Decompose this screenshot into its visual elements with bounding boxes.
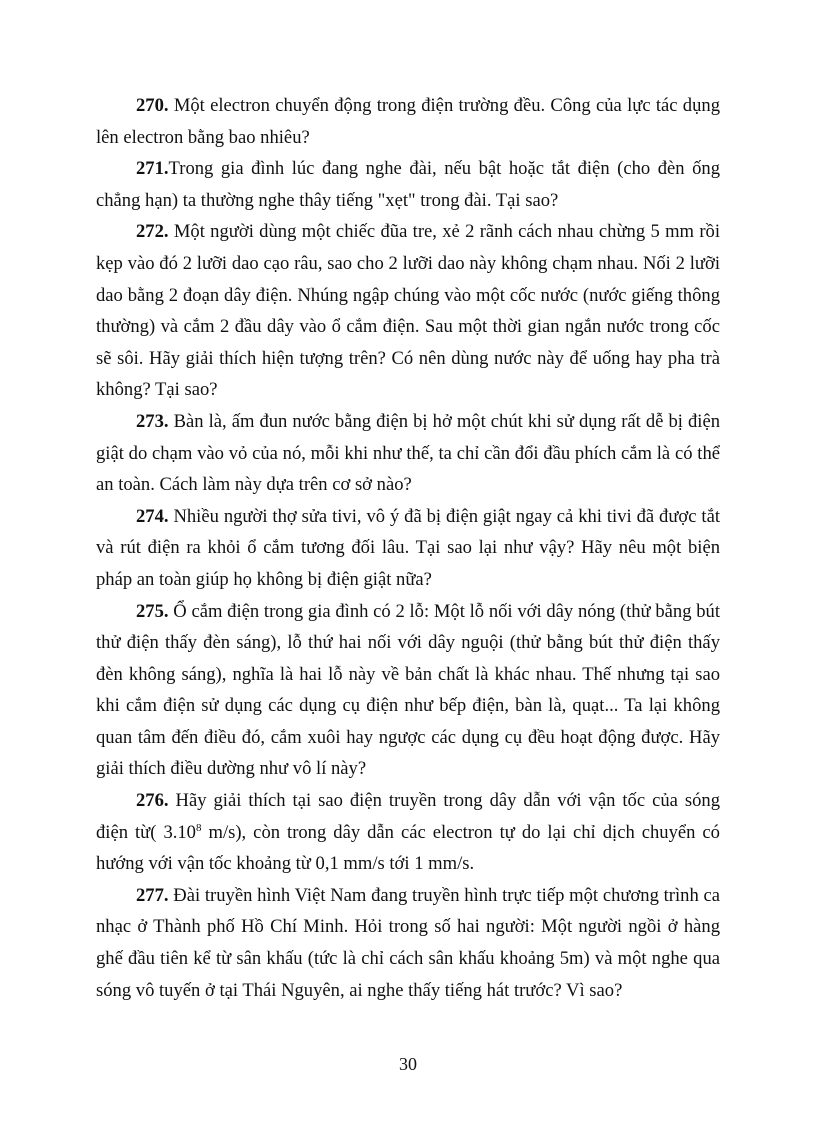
question-text: Đài truyền hình Việt Nam đang truyền hình trực tiếp một chương trình ca nhạc ở Thành phố Hồ Chí Minh. Hỏi trong số hai người: Một người ngồi ở hàng ghế đầu tiên kể từ sân khấu (tức là chỉ cách sân khấu khoảng 5m) và một nghe qua sóng vô tuyến ở tại Thái Nguyên, ai nghe thấy tiếng hát trước? Vì sao?: [96, 884, 720, 1001]
question-text: Bàn là, ấm đun nước bằng điện bị hở một chút khi sử dụng rất dễ bị điện giật do chạm vào vỏ của nó, mỗi khi như thế, ta chỉ cần đổi đầu phích cắm là có thể an toàn. Cách làm này dựa trên cơ sở nào?: [96, 410, 720, 496]
question-list: [96, 90, 720, 1006]
question-text: Một electron chuyển động trong điện trường đều. Công của lực tác dụng lên electron bằng bao nhiêu?: [96, 95, 720, 148]
question-text: Một người dùng một chiếc đũa tre, xẻ 2 rãnh cách nhau chừng 5 mm rồi kẹp vào đó 2 lưỡi dao cạo râu, sao cho 2 lưỡi dao này không chạm nhau. Nối 2 lưỡi dao bằng 2 đoạn dây điện. Nhúng ngập chúng vào một cốc nước (nước giếng thông thường) và cắm 2 đầu dây vào ổ cắm điện. Sau một thời gian ngắn nước trong cốc sẽ sôi. Hãy giải thích hiện tượng trên? Có nên dùng nước này để uống hay pha trà không? Tại sao?: [96, 221, 720, 401]
question-number: 275.: [136, 600, 169, 622]
question-text-after: m/s), còn trong dây dẫn các electron tự do lại chỉ dịch chuyển có hướng với vận tốc khoảng từ 0,1 mm/s tới 1 mm/s.: [96, 821, 720, 875]
question-275: [96, 596, 720, 786]
question-number: 270.: [136, 95, 169, 116]
question-271: [96, 153, 720, 216]
question-text: Trong gia đình lúc đang nghe đài, nếu bật hoặc tắt điện (cho đèn ống chẳng hạn) ta thường nghe thây tiếng "xẹt" trong đài. Tại sao?: [96, 158, 720, 211]
page-number: 30: [399, 1054, 417, 1074]
question-272: [96, 216, 720, 406]
question-277: [96, 880, 720, 1006]
question-number: 274.: [136, 505, 169, 527]
question-number: 273.: [136, 410, 169, 432]
question-text: Nhiều người thợ sửa tivi, vô ý đã bị điện giật ngay cả khi tivi đã được tắt và rút điện ra khỏi ổ cắm tương đối lâu. Tại sao lại như vậy? Hãy nêu một biện pháp an toàn giúp họ không bị điện giật nữa?: [96, 505, 720, 590]
question-270: [96, 90, 720, 153]
question-274: [96, 501, 720, 596]
question-text-before: Hãy giải thích tại sao điện truyền trong dây dẫn với vận tốc của sóng điện từ( 3.10: [96, 790, 720, 843]
question-number: 276.: [136, 790, 169, 812]
question-number: 277.: [136, 884, 169, 906]
question-text: Ổ cắm điện trong gia đình có 2 lỗ: Một lỗ nối với dây nóng (thử bằng bút thử điện thấy đèn sáng), lỗ thứ hai nối với dây nguội (thử bằng bút thử điện thấy đèn không sáng), nghĩa là hai lỗ này về bản chất là khác nhau. Thế nhưng tại sao khi cắm điện sử dụng các dụng cụ điện như bếp điện, bàn là, quạt... Ta lại không quan tâm đến điều đó, cắm xuôi hay ngược các dụng cụ đều hoạt động được. Hãy giải thích điều dường như vô lí này?: [96, 600, 720, 780]
question-273: [96, 406, 720, 501]
question-276: [96, 785, 720, 880]
exponent: 8: [195, 821, 202, 834]
question-number: 271.: [136, 158, 169, 180]
question-number: 272.: [136, 221, 169, 243]
